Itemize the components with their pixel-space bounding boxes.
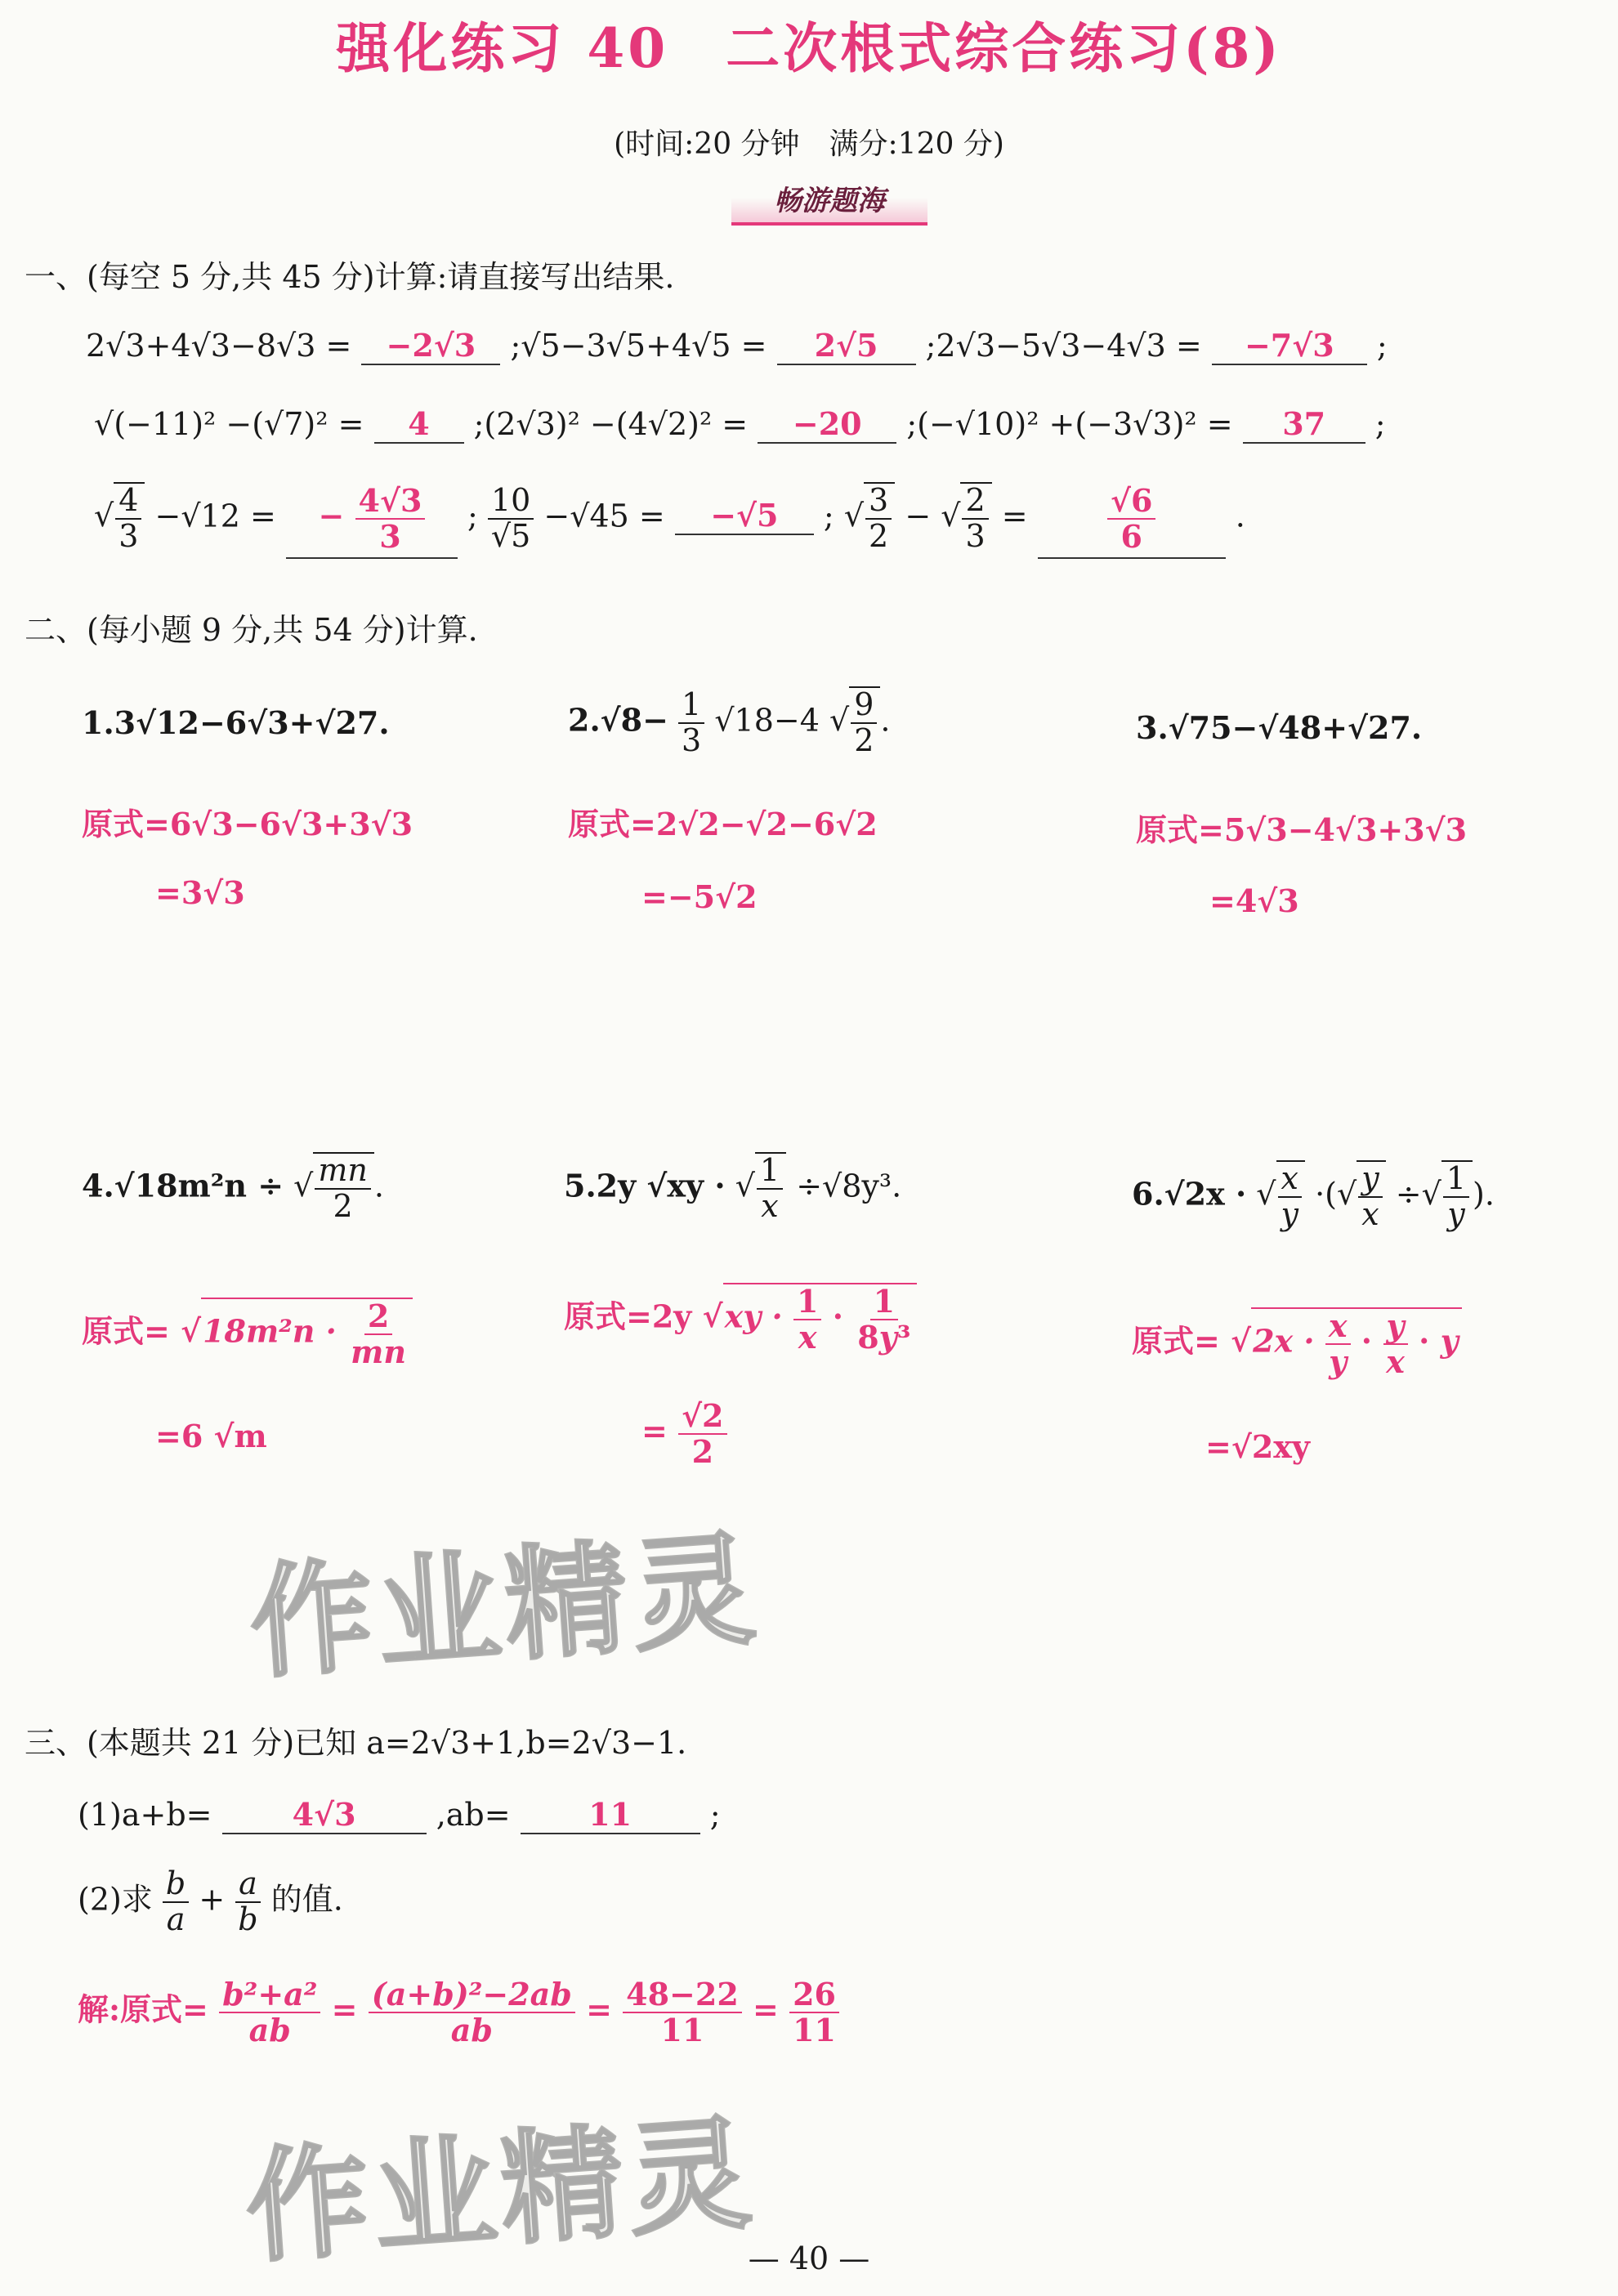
problem-2-expression: √18−4 [714, 702, 820, 739]
denominator: ab [450, 2011, 493, 2048]
answer-blank: 11 [521, 1796, 700, 1834]
answer-blank [286, 484, 458, 559]
time-score-info: (时间:20 分钟 满分:120 分) [614, 127, 1004, 161]
problem-6: 6.√2x · √ $\frac{x}{y}$ ·(√ $\frac{y}{x}$ ÷√ $\frac{1}{y}$ ). [1132, 1160, 1495, 1232]
question: ;2√3−5√3−4√3 = [925, 328, 1202, 364]
answer-blank: −2√3 [361, 327, 500, 365]
radicand: $\frac{2}{3}$ [960, 482, 991, 554]
problem-1-work-line2: =3√3 [155, 874, 245, 911]
problem-5-work-line2: = $\frac{√2}{2}$ [641, 1399, 727, 1469]
question: ,ab= [436, 1797, 511, 1833]
problem-1-work-line1: 原式=6√3−6√3+3√3 [82, 806, 413, 842]
work-prefix: = [641, 1412, 668, 1450]
radicand: $\frac{4}{3}$ [114, 482, 145, 554]
work-prefix: 原式= [82, 1312, 170, 1350]
problem-4-work-line1 [82, 1298, 413, 1369]
problem-1: 1.3√12−6√3+√27. [82, 704, 390, 741]
sign: − [318, 497, 345, 534]
question: ;(2√3)² −(4√2)² = [473, 406, 749, 442]
problem-4-label: 4.√18m²n ÷ [82, 1167, 284, 1204]
radical-sign [844, 498, 864, 534]
page-title: 强化练习 40 二次根式综合练习(8) [336, 16, 1282, 80]
watermark: 作业精灵 [245, 1518, 765, 1696]
denominator: 11 [793, 2011, 836, 2048]
problem-6-label: 6.√2x · [1132, 1175, 1247, 1213]
question: 2√3+4√3−8√3 = [86, 328, 352, 364]
page-number: — 40 — [748, 2240, 870, 2276]
question: −√45 = [543, 498, 665, 534]
work-prefix: 原式= [1132, 1322, 1220, 1360]
separator: . [1235, 498, 1245, 534]
fraction [488, 484, 534, 554]
part1-row3: √ $\frac{4}{3}$ −√12 = − $\frac{4√3}{3}$ ; $\frac{10}{√5}$ −√45 = −√5 ; √ $\frac{3}{2}$ − √ $\frac{2}{3}$ = $\frac{√6}{6}$ . [94, 482, 1245, 559]
problem-2-work-line1: 原式=2√2−√2−6√2 [568, 806, 878, 842]
problem-5-work-line1: 原式=2y √ xy · $\frac{1}{x}$ · $\frac{1}{\text{8y³}}$ [564, 1283, 917, 1355]
problem-3: 3.√75−√48+√27. [1136, 709, 1423, 746]
part3-question-2: (2)求 $\frac{b}{a}$ + $\frac{a}{b}$ 的值. [78, 1865, 343, 1937]
radicand: $\frac{3}{2}$ [864, 482, 895, 554]
section-badge: 畅游题海 [731, 181, 927, 226]
answer-blank: 4 [374, 405, 464, 444]
part1-row2 [94, 405, 1386, 444]
part3-solution: 解:原式= $\frac{\text{b²+a²}}{ab}$ = $\frac{\text{(a+b)²−2ab}}{ab}$ = $\frac{48-22}{11}$ = $\frac{26}{11}$ [78, 1977, 839, 2048]
problem-6-work-line1: 原式= √ 2x · $\frac{x}{y}$ · $\frac{y}{x}$ · y [1132, 1307, 1462, 1379]
separator: ; [1374, 406, 1386, 442]
numerator: (a+b)²−2ab [371, 1976, 572, 2012]
numerator: 48−22 [623, 1977, 742, 2013]
numerator: b²+a² [222, 1976, 318, 2012]
separator: ; [1376, 328, 1388, 364]
radicand: 18m²n · [203, 1312, 337, 1350]
denominator: 6 [1120, 517, 1142, 555]
answer-blank: 2√5 [777, 327, 916, 365]
problem-5-label: 5.2y √xy · [564, 1167, 726, 1204]
answer-blank: −√5 [675, 497, 814, 535]
denominator: ab [248, 2011, 291, 2048]
question: √(−11)² −(√7)² = [94, 406, 364, 442]
numerator: √6 [1107, 484, 1155, 520]
problem-4: 4.√18m²n ÷ √ $\frac{mn}{2}$ . [82, 1152, 384, 1224]
denominator: mn [351, 1333, 406, 1370]
problem-5: 5.2y √xy · √ $\frac{1}{x}$ ÷√8y³. [564, 1152, 901, 1224]
problem-2: 2.√8− $\frac{1}{3}$ √18−4 √ $\frac{9}{2}$ . [568, 686, 891, 758]
part3-question-1 [78, 1796, 721, 1834]
problem-3-work-line1: 原式=5√3−4√3+3√3 [1136, 811, 1468, 848]
numerator: 2 [364, 1299, 392, 1335]
radicand: xy · [724, 1298, 783, 1335]
radicand: 2x · [1253, 1322, 1315, 1360]
question: 的值. [270, 1881, 343, 1918]
answer-blank: 4√3 [222, 1796, 427, 1834]
question: (1)a+b= [78, 1797, 212, 1833]
part3-heading: 三、(本题共 21 分)已知 a=2√3+1,b=2√3−1. [25, 1725, 687, 1761]
answer-blank: 37 [1243, 405, 1365, 444]
part2-heading: 二、(每小题 9 分,共 54 分)计算. [25, 612, 478, 648]
numerator: 10 [488, 484, 534, 520]
problem-2-work-line2: =−5√2 [641, 878, 758, 915]
question: ;(−√10)² +(−3√3)² = [906, 406, 1233, 442]
solution-label: 解:原式= [78, 1990, 208, 2028]
numerator: 26 [789, 1977, 839, 2013]
problem-2-label: 2.√8− [568, 701, 668, 739]
problem-4-work-line2: =6 √m [155, 1418, 267, 1454]
problem-3-work-line2: =4√3 [1209, 882, 1299, 919]
answer-blank: −7√3 [1212, 327, 1367, 365]
problem-6-work-line2: =√2xy [1205, 1428, 1310, 1465]
problem-5-expression: ÷√8y³. [796, 1168, 902, 1204]
denominator: √5 [490, 517, 531, 554]
question: (2)求 [78, 1881, 153, 1918]
part1-row1 [86, 327, 1388, 365]
denominator: 11 [660, 2011, 704, 2048]
operator: −√12 = [154, 498, 276, 534]
separator: ; [709, 1797, 721, 1833]
denominator: 3 [379, 517, 401, 555]
answer-blank: −20 [758, 405, 896, 444]
radical-sign [94, 498, 114, 534]
radical-sign [941, 498, 960, 534]
work-prefix: 原式=2y [564, 1298, 692, 1335]
numerator: 4√3 [355, 484, 426, 520]
part1-heading: 一、(每空 5 分,共 45 分)计算:请直接写出结果. [25, 259, 675, 295]
question: ;√5−3√5+4√5 = [510, 328, 767, 364]
answer-blank [1038, 484, 1226, 559]
watermark: 作业精灵 [241, 2102, 761, 2280]
